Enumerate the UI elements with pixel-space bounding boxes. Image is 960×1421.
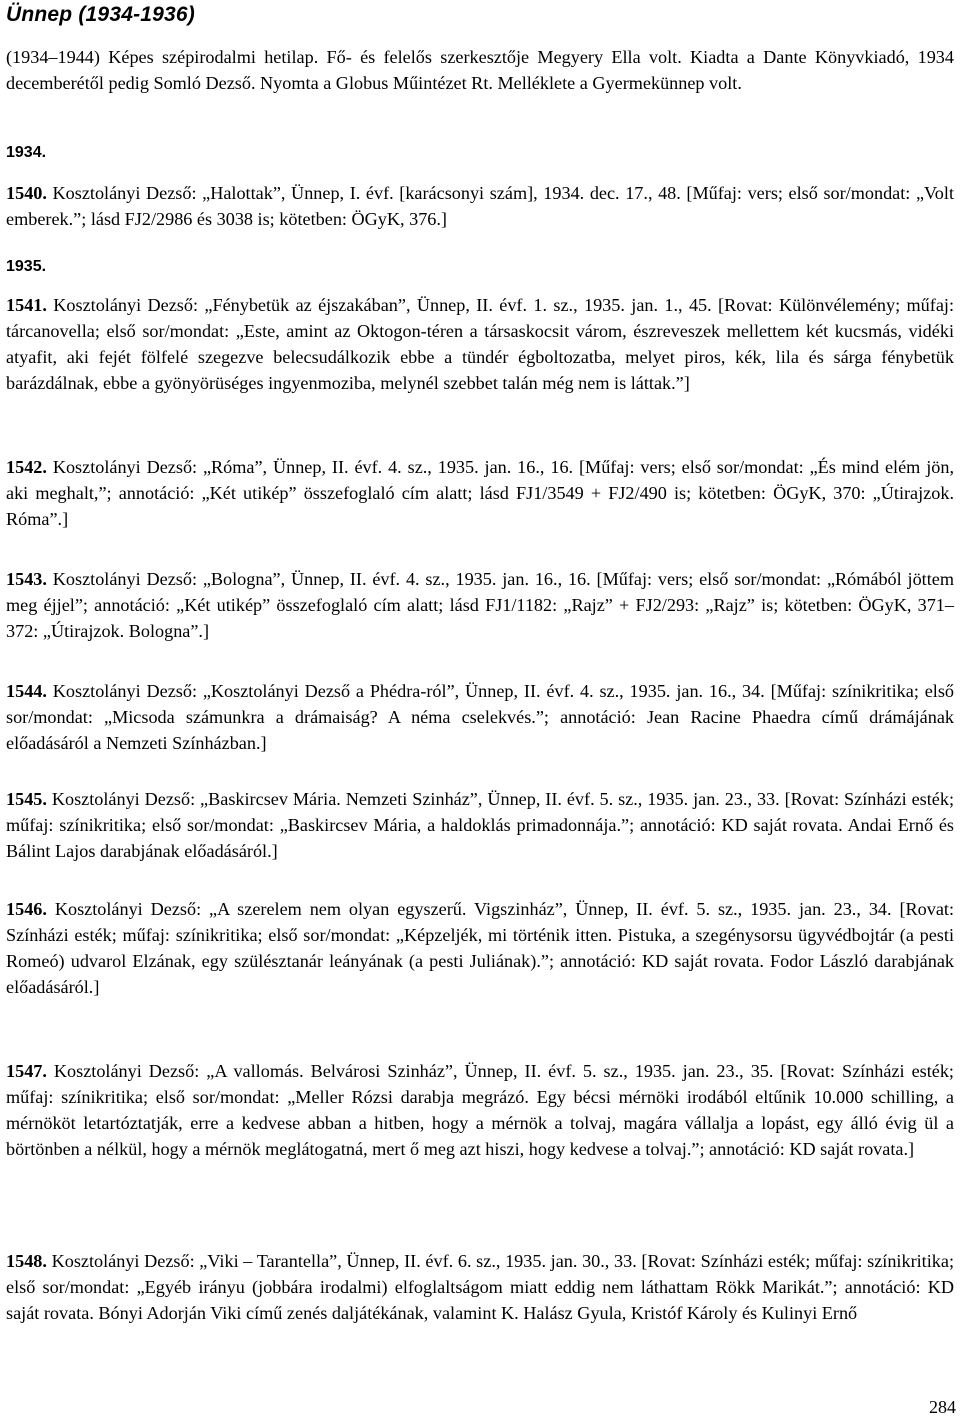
entry-number: 1541. <box>6 295 47 315</box>
intro-paragraph: (1934–1944) Képes szépirodalmi hetilap. Fő- és felelős szerkesztője Megyery Ella volt. Kiadta a Dante Könyvkiadó, 1934 decemberétől pedig Somló Dezső. Nyomta a Globus Műintézet Rt. Melléklete a Gyermekünnep volt. <box>6 47 954 93</box>
entry-number: 1545. <box>6 789 47 809</box>
entry-text: Kosztolányi Dezső: „Bologna”, Ünnep, II. évf. 4. sz., 1935. jan. 16., 16. [Műfaj: vers; első sor/mondat: „Rómából jöttem meg éjjel”; annotáció: „Két utikép” összefoglaló cím alatt; lásd FJ1/1182: „Rajz” + FJ2/293: „Rajz” is; kötetben: ÖGyK, 371–372: „Útirajzok. Bologna”.] <box>6 569 954 641</box>
entry-text: Kosztolányi Dezső: „Róma”, Ünnep, II. évf. 4. sz., 1935. jan. 16., 16. [Műfaj: vers; első sor/mondat: „És mind elém jön, aki meghalt,”; annotáció: „Két utikép” összefoglaló cím alatt; lásd FJ1/3549 + FJ2/490 is; kötetben: ÖGyK, 370: „Útirajzok. Róma”.] <box>6 457 955 529</box>
year-heading-1935: 1935. <box>6 258 47 275</box>
entry-number: 1544. <box>6 681 47 701</box>
entry-number: 1548. <box>6 1251 47 1271</box>
bibliography-entry <box>6 454 954 532</box>
entry-text: Kosztolányi Dezső: „Fénybetük az éjszakában”, Ünnep, II. évf. 1. sz., 1935. jan. 1., 45. [Rovat: Különvélemény; műfaj: tárcanovella; első sor/mondat: „Este, amint az Oktogon-téren a társaskocsit várom, észreveszek mellettem két kucsmás, vidéki atyafit, aki fejét fölfelé szegezve belecsudálkozik ebbe a tündér égboltozatba, melyet piros, kék, lila és sárga fénybetük barázdálnak, ebbe a gyönyörüséges ingyenmoziba, melynél szebbet talán még nem is láttak.”] <box>6 295 954 393</box>
entry-number: 1542. <box>6 457 47 477</box>
bibliography-entry <box>6 1248 954 1326</box>
entry-text: Kosztolányi Dezső: „A szerelem nem olyan egyszerű. Vigszinház”, Ünnep, II. évf. 5. sz., 1935. jan. 23., 34. [Rovat: Színházi esték; műfaj: színikritika; első sor/mondat: „Képzeljék, mi történik itten. Pistuka, a szegénysorsu ügyvédbojtár (a pesti Romeó) udvarol Elzának, egy szülésztanár leányának (a pesti Juliának).”; annotáció: KD saját rovata. Fodor László darabjának előadásáról.] <box>6 899 955 997</box>
entry-text: Kosztolányi Dezső: „Viki – Tarantella”, Ünnep, II. évf. 6. sz., 1935. jan. 30., 33. [Rovat: Színházi esték; műfaj: színikritika; első sor/mondat: „Egyéb irányu (jobbára irodalmi) elfoglaltságom miatt eddig nem láthattam Rökk Marikát.”; annotáció: KD saját rovata. Bónyi Adorján Viki című zenés daljátékának, valamint K. Halász Gyula, Kristóf Károly és Kulinyi Ernő <box>6 1251 955 1323</box>
bibliography-entry <box>6 786 954 864</box>
page-title: Ünnep (1934-1936) <box>6 3 195 26</box>
bibliography-entry <box>6 678 954 756</box>
entry-text: Kosztolányi Dezső: „A vallomás. Belvárosi Szinház”, Ünnep, II. évf. 5. sz., 1935. jan. 23., 35. [Rovat: Színházi esték; műfaj: színikritika; első sor/mondat: „Meller Rózsi darabja megrázó. Egy bécsi mérnöki irodából eltűnik 10.000 schilling, a mérnököt letartóztatják, erre a kedvese abban a hitben, hogy a mérnök a tolvaj, magára vállalja a lopást, egy álló évig ül a börtönben a nélkül, hogy a mérnök meglátogatná, mert ő meg azt hiszi, hogy kedvese a tolvaj.”; annotáció: KD saját rovata.] <box>6 1061 954 1159</box>
entry-text: Kosztolányi Dezső: „Halottak”, Ünnep, I. évf. [karácsonyi szám], 1934. dec. 17., 48. [Műfaj: vers; első sor/mondat: „Volt emberek.”; lásd FJ2/2986 és 3038 is; kötetben: ÖGyK, 376.] <box>6 183 955 229</box>
entry-text: Kosztolányi Dezső: „Baskircsev Mária. Nemzeti Szinház”, Ünnep, II. évf. 5. sz., 1935. jan. 23., 33. [Rovat: Színházi esték; műfaj: színikritika; első sor/mondat: „Baskircsev Mária, a haldoklás primadonnája.”; annotáció: KD saját rovata. Andai Ernő és Bálint Lajos darabjának előadásáról.] <box>6 789 955 861</box>
bibliography-entry <box>6 292 954 396</box>
entry-number: 1540. <box>6 183 47 203</box>
page-number: 284 <box>929 1397 956 1417</box>
bibliography-entry <box>6 566 954 644</box>
bibliography-entry <box>6 1058 954 1162</box>
entry-number: 1543. <box>6 569 47 589</box>
bibliography-entry <box>6 896 954 1000</box>
bibliography-entry <box>6 180 954 232</box>
entry-number: 1546. <box>6 899 47 919</box>
entry-text: Kosztolányi Dezső: „Kosztolányi Dezső a Phédra-ról”, Ünnep, II. évf. 4. sz., 1935. jan. 16., 34. [Műfaj: színikritika; első sor/mondat: „Micsoda számunkra a drámaiság? A néma cselekvés.”; annotáció: Jean Racine Phaedra című drámájának előadásáról a Nemzeti Színházban.] <box>6 681 954 753</box>
entry-number: 1547. <box>6 1061 47 1081</box>
year-heading-1934: 1934. <box>6 144 47 161</box>
